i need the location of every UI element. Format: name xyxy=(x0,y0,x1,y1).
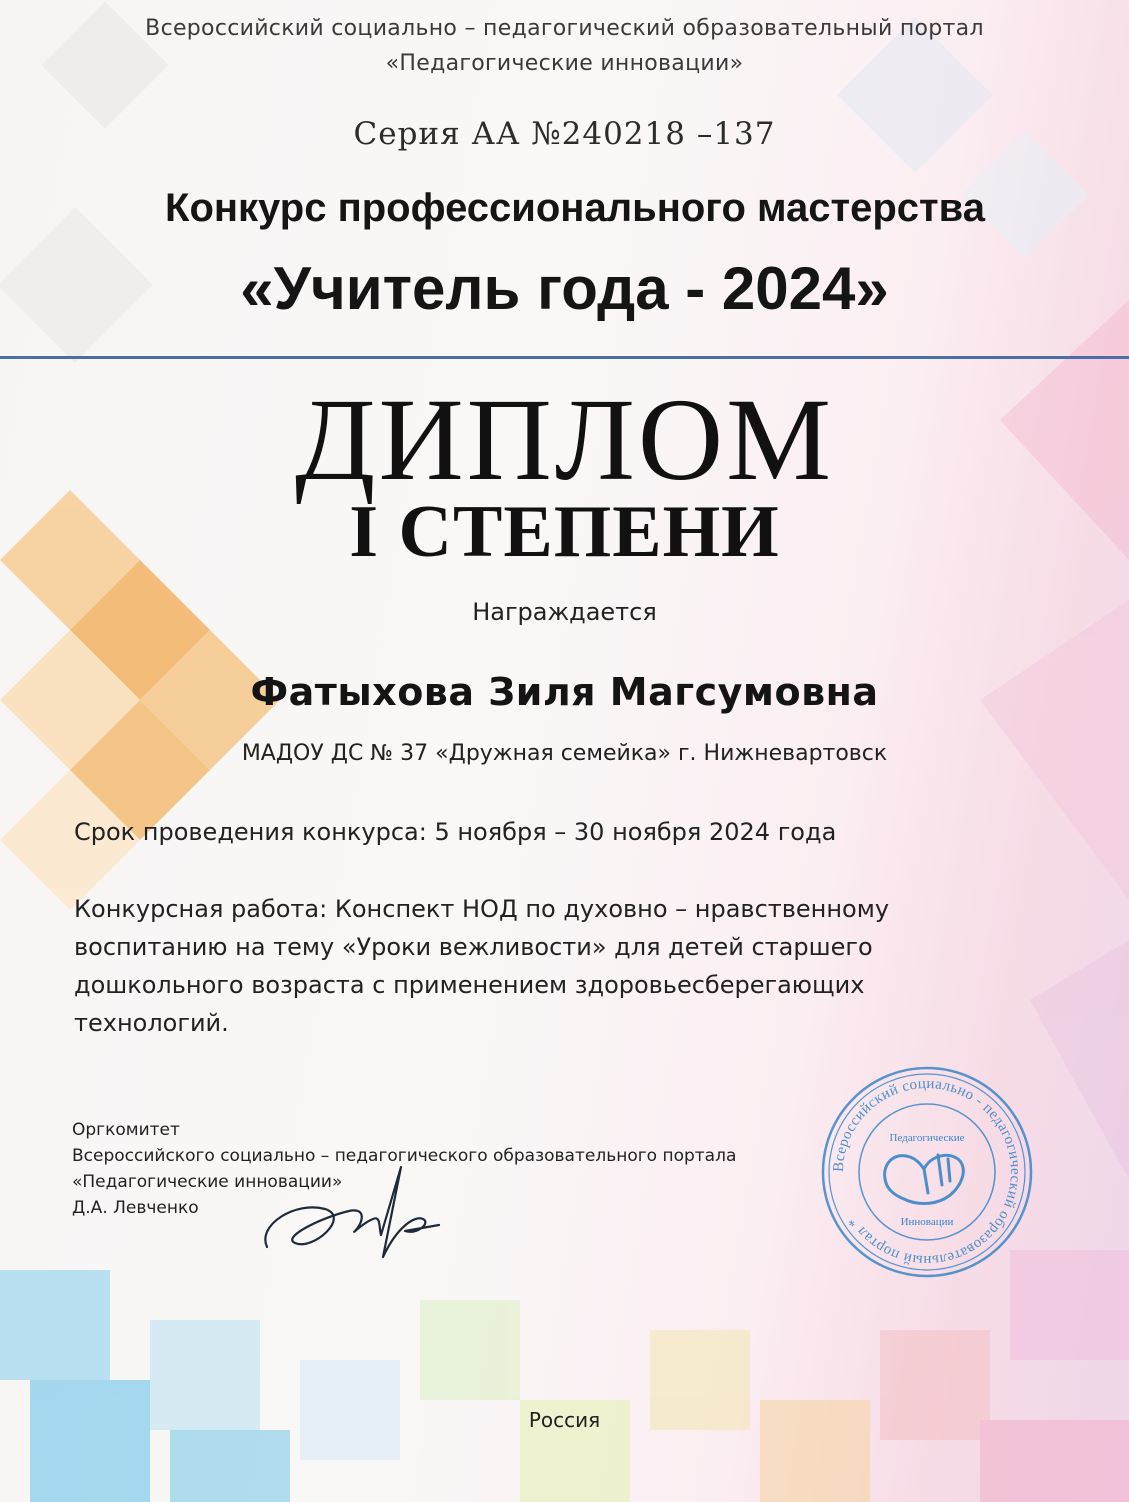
portal-name-line-1: Всероссийский социально – педагогический образовательный портал xyxy=(145,16,984,41)
stamp-ring-text: Всероссийский социально - педагогический образовательный портал * xyxy=(830,1075,1024,1269)
series-number: Серия АА №240218 –137 xyxy=(353,116,776,152)
stamp-inner-bottom: Инновации xyxy=(900,1216,954,1228)
contest-period: Срок проведения конкурса: 5 ноября – 30 ноября 2024 года xyxy=(74,818,837,846)
recipient-name: Фатыхова Зиля Магсумовна xyxy=(250,670,879,714)
stamp-seal xyxy=(820,1065,1034,1279)
committee-line-1: Всероссийского социально – педагогического образовательного портала xyxy=(72,1146,737,1166)
committee-line-2: «Педагогические инновации» xyxy=(72,1172,343,1192)
contest-name: «Учитель года - 2024» xyxy=(240,255,889,322)
signature xyxy=(255,1165,445,1260)
contest-work: Конкурсная работа: Конспект НОД по духовно – нравственному воспитанию на тему «Уроки вежливости» для детей старшего дошкольного возраста с применением здоровьесберегающих технологий. xyxy=(74,895,890,1037)
diploma-heading: ДИПЛОМ xyxy=(294,374,835,505)
awarded-label: Награждается xyxy=(472,598,657,626)
portal-name-line-2: «Педагогические инновации» xyxy=(385,51,744,76)
committee-label: Оргкомитет xyxy=(72,1120,180,1140)
recipient-organization: МАДОУ ДС № 37 «Дружная семейка» г. Нижневартовск xyxy=(241,741,888,766)
stamp-inner-top: Педагогические xyxy=(889,1132,965,1144)
contest-title: Конкурс профессионального мастерства xyxy=(165,186,985,230)
committee-signer: Д.А. Левченко xyxy=(72,1198,199,1218)
divider-line xyxy=(0,356,1129,359)
book-icon xyxy=(885,1155,964,1204)
country: Россия xyxy=(528,1408,601,1432)
diploma-degree: I СТЕПЕНИ xyxy=(349,491,780,573)
